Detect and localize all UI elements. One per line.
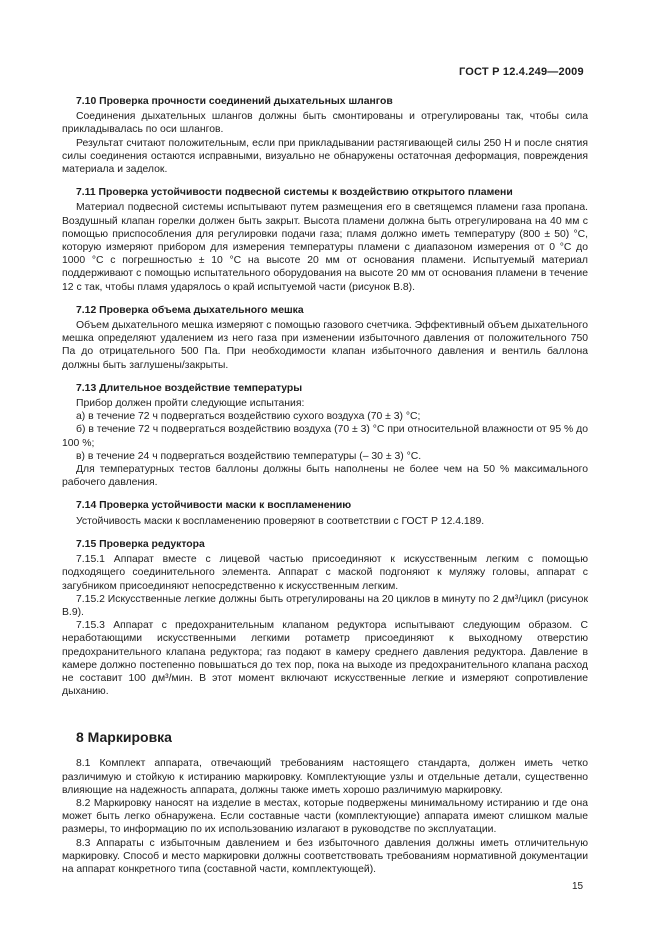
paragraph: 7.15.2 Искусственные легкие должны быть отрегулированы на 20 циклов в минуту по 2 дм³/цикл (рисунок В.9).: [62, 593, 588, 618]
list-item: б) в течение 72 ч подвергаться воздействию воздуха (70 ± 3) °С при относительной влажности от 95 % до 100 %;: [62, 424, 588, 449]
section-8: [62, 729, 588, 876]
section-7-15: [62, 538, 588, 698]
paragraph: Прибор должен пройти следующие испытания:: [76, 398, 305, 410]
section-7-11: [62, 186, 588, 294]
section-7-14: [62, 499, 588, 527]
list-item: в) в течение 24 ч подвергаться воздействию температуры (– 30 ± 3) °С.: [76, 450, 422, 462]
section-heading: 7.15 Проверка редуктора: [76, 538, 205, 550]
paragraph: 8.3 Аппараты с избыточным давлением и без избыточного давления должны иметь отличительную маркировку. Способ и место маркировки должны соответствовать требованиям нормативной документации на аппарат конкретного типа (составной части, комплектующей).: [62, 837, 588, 875]
paragraph: Материал подвесной системы испытывают путем размещения его в светящемся пламени газа пропана. Воздушный клапан горелки должен быть закрыт. Высота пламени должна быть отрегулирована на 40 мм с помощью приспособления для регулировки подачи газа; пламя должно иметь температуру (800 ± 50) °С, которую измеряют прибором для измерения температуры пламени с диапазоном измерения от 0 °С до 1000 °С с погрешностью ± 10 °С на высоте 20 мм от основания пламени. Испытуемый материал поддерживают с помощью испытательного оборудования на высоте 20 мм от основания пламени в течение 12 с так, чтобы пламя ударялось о край испытуемой части (рисунок В.8).: [62, 202, 588, 293]
section-heading: 7.11 Проверка устойчивости подвесной системы к воздействию открытого пламени: [76, 187, 513, 199]
section-7-12: [62, 304, 588, 372]
paragraph: Устойчивость маски к воспламенению проверяют в соответствии с ГОСТ Р 12.4.189.: [76, 515, 485, 527]
paragraph: Объем дыхательного мешка измеряют с помощью газового счетчика. Эффективный объем дыхательного мешка определяют удалением из него газа при изменении избыточного давления от положительного 750 Па до отрицательного 500 Па. При необходимости клапан избыточного давления и вентиль баллона должны быть заглушены/закрыты.: [62, 320, 588, 371]
paragraph: Соединения дыхательных шлангов должны быть смонтированы и отрегулированы так, чтобы сила прикладывалась по оси шлангов.: [62, 111, 588, 136]
paragraph: 7.15.1 Аппарат вместе с лицевой частью присоединяют к искусственным легким с помощью подходящего соединительного элемента. Аппарат с маской подгоняют к муляжу головы, аппарат с загубником присоединяют непосредственно к искусственным легким.: [62, 554, 588, 592]
document-body: [62, 95, 588, 876]
section-7-13: [62, 382, 588, 490]
paragraph: 8.1 Комплект аппарата, отвечающий требованиям настоящего стандарта, должен иметь четко различимую и стойкую к истиранию маркировку. Комплектующие узлы и отдельные детали, существенно влияющие на надежность аппарата, должны также иметь хорошо различимую маркировку.: [62, 758, 588, 796]
chapter-heading: 8 Маркировка: [76, 729, 172, 746]
section-heading: 7.14 Проверка устойчивости маски к воспламенению: [76, 500, 352, 512]
standard-code: ГОСТ Р 12.4.249—2009: [459, 66, 584, 78]
paragraph: 8.2 Маркировку наносят на изделие в местах, которые подвержены минимальному истиранию и где она может быть легко обнаружена. Если составные части (комплектующие) аппарата имеют слишком малые размеры, то информацию по их использованию излагают в руководстве по эксплуатации.: [62, 797, 588, 836]
section-7-10: [62, 95, 588, 176]
paragraph: 7.15.3 Аппарат с предохранительным клапаном редуктора испытывают следующим образом. С неработающими искусственными легкими ротаметр присоединяют к выходному отверстию предохранительного клапана редуктора; газ подают в камеру среднего давления редуктора. Давление в камере должно постепенно повышаться до тех пор, пока на выходе из предохранительного клапана расход не составит 100 дм³/мин. В этот момент включают искусственные легкие и измеряют сопротивление дыханию.: [62, 620, 588, 698]
page-number: 15: [572, 881, 584, 892]
list-item: а) в течение 72 ч подвергаться воздействию сухого воздуха (70 ± 3) °С;: [76, 411, 421, 423]
section-heading: 7.10 Проверка прочности соединений дыхательных шлангов: [76, 96, 393, 107]
paragraph: Результат считают положительным, если при прикладывании растягивающей силы 250 Н и после снятия силы соединения остаются исправными, визуально не обнаружены остаточная деформация, повреждения материала и заделок.: [62, 137, 588, 176]
section-heading: 7.12 Проверка объема дыхательного мешка: [76, 304, 304, 316]
section-heading: 7.13 Длительное воздействие температуры: [76, 382, 303, 394]
paragraph: Для температурных тестов баллоны должны быть наполнены не более чем на 50 % максимального рабочего давления.: [62, 464, 588, 489]
